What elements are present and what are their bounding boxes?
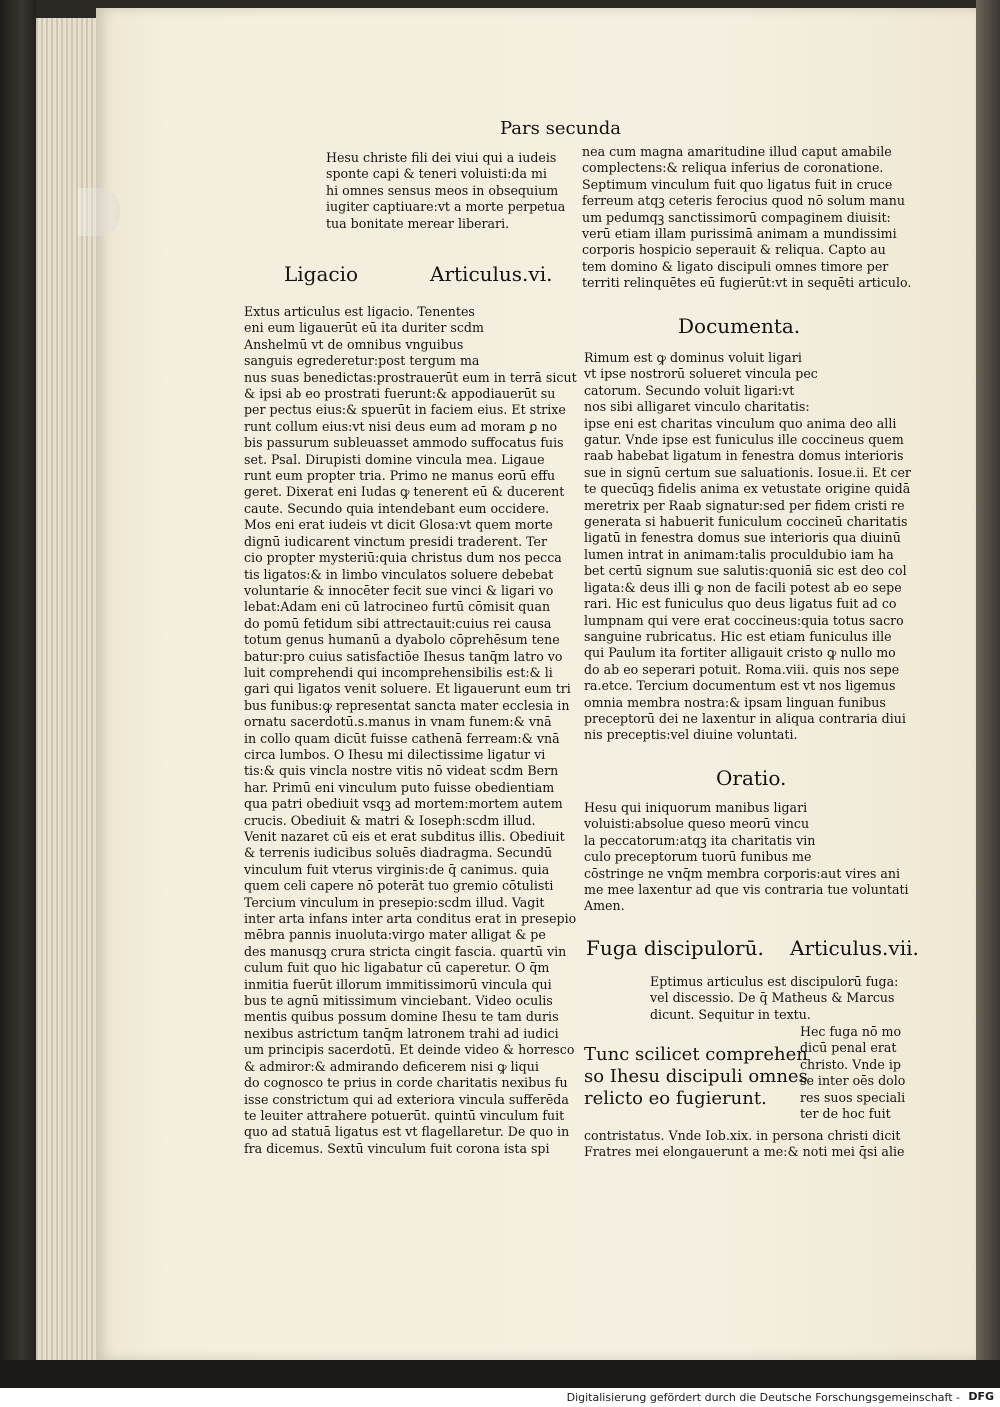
text-line: nea cum magna amaritudine illud caput amabile (582, 144, 892, 159)
text-line: luit comprehendi qui incomprehensibilis est:& li (244, 664, 553, 680)
text-line: gari qui ligatos venit soluere. Et ligauerunt eum tri (244, 681, 571, 697)
oratio-text (584, 800, 909, 915)
text-line: Amen. (584, 898, 625, 914)
text-line: omnia membra nostra:& ipsam linguan funibus (584, 694, 886, 710)
gospel-quote (584, 1044, 808, 1110)
text-line: tem domino & ligato discipuli omnes timore per (582, 258, 889, 274)
text-line: eni eum ligauerūt eū ita duriter scdm (244, 320, 484, 336)
heading-documenta: Documenta. (678, 314, 801, 338)
text-line: sue in signū certum sue saluationis. Iosue.ii. Et cer (584, 464, 911, 480)
text-line: complectens:& reliqua inferius de coronatione. (582, 160, 884, 176)
text-line: tis ligatos:& in limbo vinculatos soluere debebat (244, 566, 554, 582)
text-line: vt ipse nostrorū solueret vincula pec (584, 366, 818, 382)
text-line: nus suas benedictas:prostrauerūt eum in terrā sicut (244, 369, 577, 385)
text-line: quo ad statuā ligatus est vt flagellaretur. De quo in (244, 1124, 570, 1140)
text-line: Septimum vinculum fuit quo ligatus fuit in cruce (582, 176, 893, 192)
text-line: ligata:& deus illi ꝙ non de facili potest ab eo sepe (584, 579, 902, 595)
text-line: corporis hospicio seperauit & reliqua. Capto au (582, 242, 886, 258)
text-line: Fratres mei elongauerunt a me:& noti mei q̄si alie (584, 1144, 905, 1160)
heading-fuga: Fuga discipulorū. (586, 936, 764, 960)
text-line: inmitia fuerūt illorum immitissimorū vincula qui (244, 976, 552, 992)
text-line: christo. Vnde ip (800, 1056, 901, 1072)
text-line: te quecūqꝫ fidelis anima ex vetustate origine quidā (584, 481, 911, 497)
text-line: do cognosco te prius in corde charitatis nexibus fu (244, 1075, 568, 1091)
text-line: contristatus. Vnde Iob.xix. in persona christi dicit (584, 1128, 901, 1143)
text-line: runt eum propter tria. Primo ne manus eorū effu (244, 468, 556, 484)
text-line: gatur. Vnde ipse est funiculus ille coccineus quem (584, 432, 904, 448)
gloss-text (800, 1024, 905, 1122)
text-line: culo preceptorum tuorū funibus me (584, 849, 812, 865)
text-line: ter de hoc fuit (800, 1106, 891, 1122)
text-line: & admiror:& admirando deficerem nisi ꝙ liqui (244, 1058, 539, 1074)
text-line: verū etiam illam purissimā animam a mundissimi (582, 226, 897, 242)
articulus-vii-text (650, 974, 898, 1023)
text-line: raab habebat ligatum in fenestra domus interioris (584, 448, 904, 464)
text-line: territi relinquētes eū fugierūt:vt in sequēti articulo. (582, 275, 912, 291)
text-line: Venit nazaret cū eis et erat subditus illis. Obediuit (244, 829, 565, 844)
text-line: nis preceptis:vel diuine voluntati. (584, 727, 798, 743)
text-line: hi omnes sensus meos in obsequium (326, 182, 559, 198)
text-line: voluntarie & innocēter fecit sue vinci & ligari vo (244, 582, 554, 598)
text-line: fra dicemus. Sextū vinculum fuit corona ista spi (244, 1140, 550, 1156)
text-line: qua patri obediuit vsqꝫ ad mortem:mortem autem (244, 796, 563, 812)
text-line: Tunc scilicet comprehen (584, 1044, 808, 1065)
text-line: preceptorū dei ne laxentur in aliqua contraria diui (584, 710, 906, 726)
text-line: ipse eni est charitas vinculum quo anima deo alli (584, 415, 897, 431)
scan-margin-bottom (0, 1360, 1000, 1388)
right-bottom-text (584, 1128, 904, 1161)
heading-articulus-vii: Articulus.vii. (790, 936, 919, 960)
text-line: um pedumqꝫ sanctissimorū compaginem diuisit: (582, 209, 891, 225)
text-line: dicū penal erat (800, 1040, 897, 1056)
text-line: culum fuit quo hic ligabatur cū caperetur. O q̄m (244, 960, 550, 976)
book-binding (0, 0, 36, 1388)
text-line: tis:& quis vincla nostre vitis nō videat scdm Bern (244, 763, 559, 779)
right-top-text (582, 144, 911, 292)
text-line: ornatu sacerdotū.s.manus in vnam funem:& vnā (244, 714, 552, 730)
text-line: Hesu christe fili dei viui qui a iudeis (326, 150, 557, 165)
text-line: sanguine rubricatus. Hic est etiam funiculus ille (584, 628, 892, 644)
text-line: lebat:Adam eni cū latrocineo furtū cōmisit quan (244, 599, 551, 615)
text-line: nexibus astrictum tanq̄m latronem trahi ad iudici (244, 1025, 559, 1041)
text-line: inter arta infans inter arta conditus erat in presepio (244, 911, 577, 927)
text-line: res suos speciali (800, 1089, 906, 1105)
footer-credit: Digitalisierung gefördert durch die Deutsche Forschungsgemeinschaft - (566, 1391, 960, 1404)
text-line: voluisti:absolue queso meorū vincu (584, 816, 810, 832)
running-head: Pars secunda (500, 118, 622, 139)
text-line: so Ihesu discipuli omnes (584, 1066, 808, 1087)
heading-articulus-vi: Articulus.vi. (430, 262, 553, 286)
text-line: Rimum est ꝙ dominus voluit ligari (584, 350, 802, 365)
text-line: Extus articulus est ligacio. Tenentes (244, 304, 475, 319)
left-prayer-block (326, 150, 565, 232)
text-line: runt collum eius:vt nisi deus eum ad moram ꝑ no (244, 418, 558, 434)
text-line: me mee laxentur ad que vis contraria tue voluntati (584, 882, 909, 898)
text-line: iugiter captiuare:vt a morte perpetua (326, 199, 566, 215)
text-line: mēbra pannis inuoluta:virgo mater alligat & pe (244, 927, 546, 943)
text-line: vel discessio. De q̄ Matheus & Marcus (650, 990, 895, 1006)
text-line: per pectus eius:& spuerūt in faciem eius. Et strixe (244, 402, 566, 418)
scan-margin-right (976, 0, 1000, 1388)
text-line: bus te agnū mitissimum vinciebant. Video oculis (244, 993, 553, 1009)
text-line: do pomū fetidum sibi attrectauit:cuius rei causa (244, 615, 552, 631)
text-line: mentis quibus possum domine Ihesu te tam duris (244, 1009, 559, 1025)
text-line: isse constrictum qui ad exteriora vincula sufferēda (244, 1091, 569, 1107)
text-line: crucis. Obediuit & matri & Ioseph:scdm illud. (244, 812, 536, 828)
heading-oratio: Oratio. (716, 766, 787, 790)
text-line: ferreum atqꝫ ceteris ferocius quod nō solum manu (582, 193, 905, 209)
text-line: circa lumbos. O Ihesu mi dilectissime ligatur vi (244, 746, 546, 762)
text-line: des manusqꝫ crura stricta cingit fascia. quartū vin (244, 943, 567, 959)
text-line: Tercium vinculum in presepio:scdm illud. Vagit (244, 894, 545, 910)
left-body-text (244, 304, 577, 1157)
text-line: rari. Hic est funiculus quo deus ligatus fuit ad co (584, 596, 897, 612)
text-line: sanguis egrederetur:post tergum ma (244, 353, 480, 369)
text-line: generata si habuerit funiculum coccineū charitatis (584, 514, 908, 530)
text-line: catorum. Secundo voluit ligari:vt (584, 382, 795, 398)
text-line: bis passurum subleuasset ammodo suffocatus fuis (244, 435, 564, 451)
text-line: geret. Dixerat eni Iudas ꝙ tenerent eū & ducerent (244, 484, 565, 500)
text-line: do ab eo seperari potuit. Roma.viii. quis nos sepe (584, 661, 900, 677)
documenta-text (584, 350, 911, 744)
text-line: nos sibi alligaret vinculo charitatis: (584, 399, 810, 415)
text-line: tua bonitate merear liberari. (326, 215, 510, 231)
text-line: qui Paulum ita fortiter alligauit cristo ꝙ nullo mo (584, 645, 896, 661)
text-line: Eptimus articulus est discipulorū fuga: (650, 974, 899, 989)
text-line: in collo quam dicūt fuisse cathenā ferream:& vnā (244, 730, 560, 746)
text-line: batur:pro cuius satisfactiōe Ihesus tanq̄m latro vo (244, 648, 563, 664)
text-line: meretrix per Raab signatur:sed per fidem cristi re (584, 497, 905, 513)
text-line: te leuiter attrahere potuerūt. quintū vinculum fuit (244, 1107, 565, 1123)
text-line: Mos eni erat iudeis vt dicit Glosa:vt quem morte (244, 517, 553, 533)
text-line: lumen intrat in animam:talis proculdubio iam ha (584, 546, 894, 562)
dfg-logo: DFG (968, 1390, 994, 1403)
text-line: & terrenis iudicibus soluēs diadragma. Secundū (244, 845, 553, 861)
text-line: um principis sacerdotū. Et deinde video & horresco (244, 1042, 575, 1058)
text-line: Hesu qui iniquorum manibus ligari (584, 800, 808, 815)
text-line: caute. Secundo quia intendebant eum occidere. (244, 500, 550, 516)
text-line: cōstringe ne vnq̄m membra corporis:aut vires ani (584, 865, 901, 881)
text-line: relicto eo fugierunt. (584, 1088, 767, 1109)
text-line: & ipsi ab eo prostrati fuerunt:& appodiauerūt su (244, 386, 556, 402)
text-line: bet certū signum sue salutis:quoniā sic est deo col (584, 563, 907, 579)
text-line: sponte capi & teneri voluisti:da mi (326, 166, 547, 182)
heading-ligacio: Ligacio (284, 262, 359, 286)
text-line: Anshelmū vt de omnibus vnguibus (244, 336, 464, 352)
text-line: quem celi capere nō poterāt tuo gremio cōtulisti (244, 878, 554, 894)
text-line: lumpnam qui vere erat coccineus:quia totus sacro (584, 612, 904, 628)
text-line: ligatū in fenestra domus sue interioris qua diuinū (584, 530, 901, 546)
text-line: bus funibus:ꝙ representat sancta mater ecclesia in (244, 697, 570, 713)
footer-bar (0, 1388, 1000, 1407)
text-line: ra.etce. Tercium documentum est vt nos ligemus (584, 678, 896, 694)
text-line: la peccatorum:atqꝫ ita charitatis vin (584, 832, 816, 848)
text-line: Hec fuga nō mo (800, 1024, 902, 1039)
text-line: totum genus humanū a dyabolo cōprehēsum tene (244, 632, 560, 648)
text-line: set. Psal. Dirupisti domine vincula mea. Ligaue (244, 451, 545, 467)
text-line: har. Primū eni vinculum puto fuisse obedientiam (244, 779, 555, 795)
text-line: dicunt. Sequitur in textu. (650, 1006, 811, 1022)
page-clip (78, 188, 120, 236)
text-line: cio propter mysteriū:quia christus dum nos pecca (244, 550, 562, 566)
text-line: se inter oēs dolo (800, 1073, 906, 1089)
text-line: dignū iudicarent vinctum presidi traderent. Ter (244, 533, 548, 549)
text-line: vinculum fuit vterus virginis:de q̄ canimus. quia (244, 861, 550, 877)
